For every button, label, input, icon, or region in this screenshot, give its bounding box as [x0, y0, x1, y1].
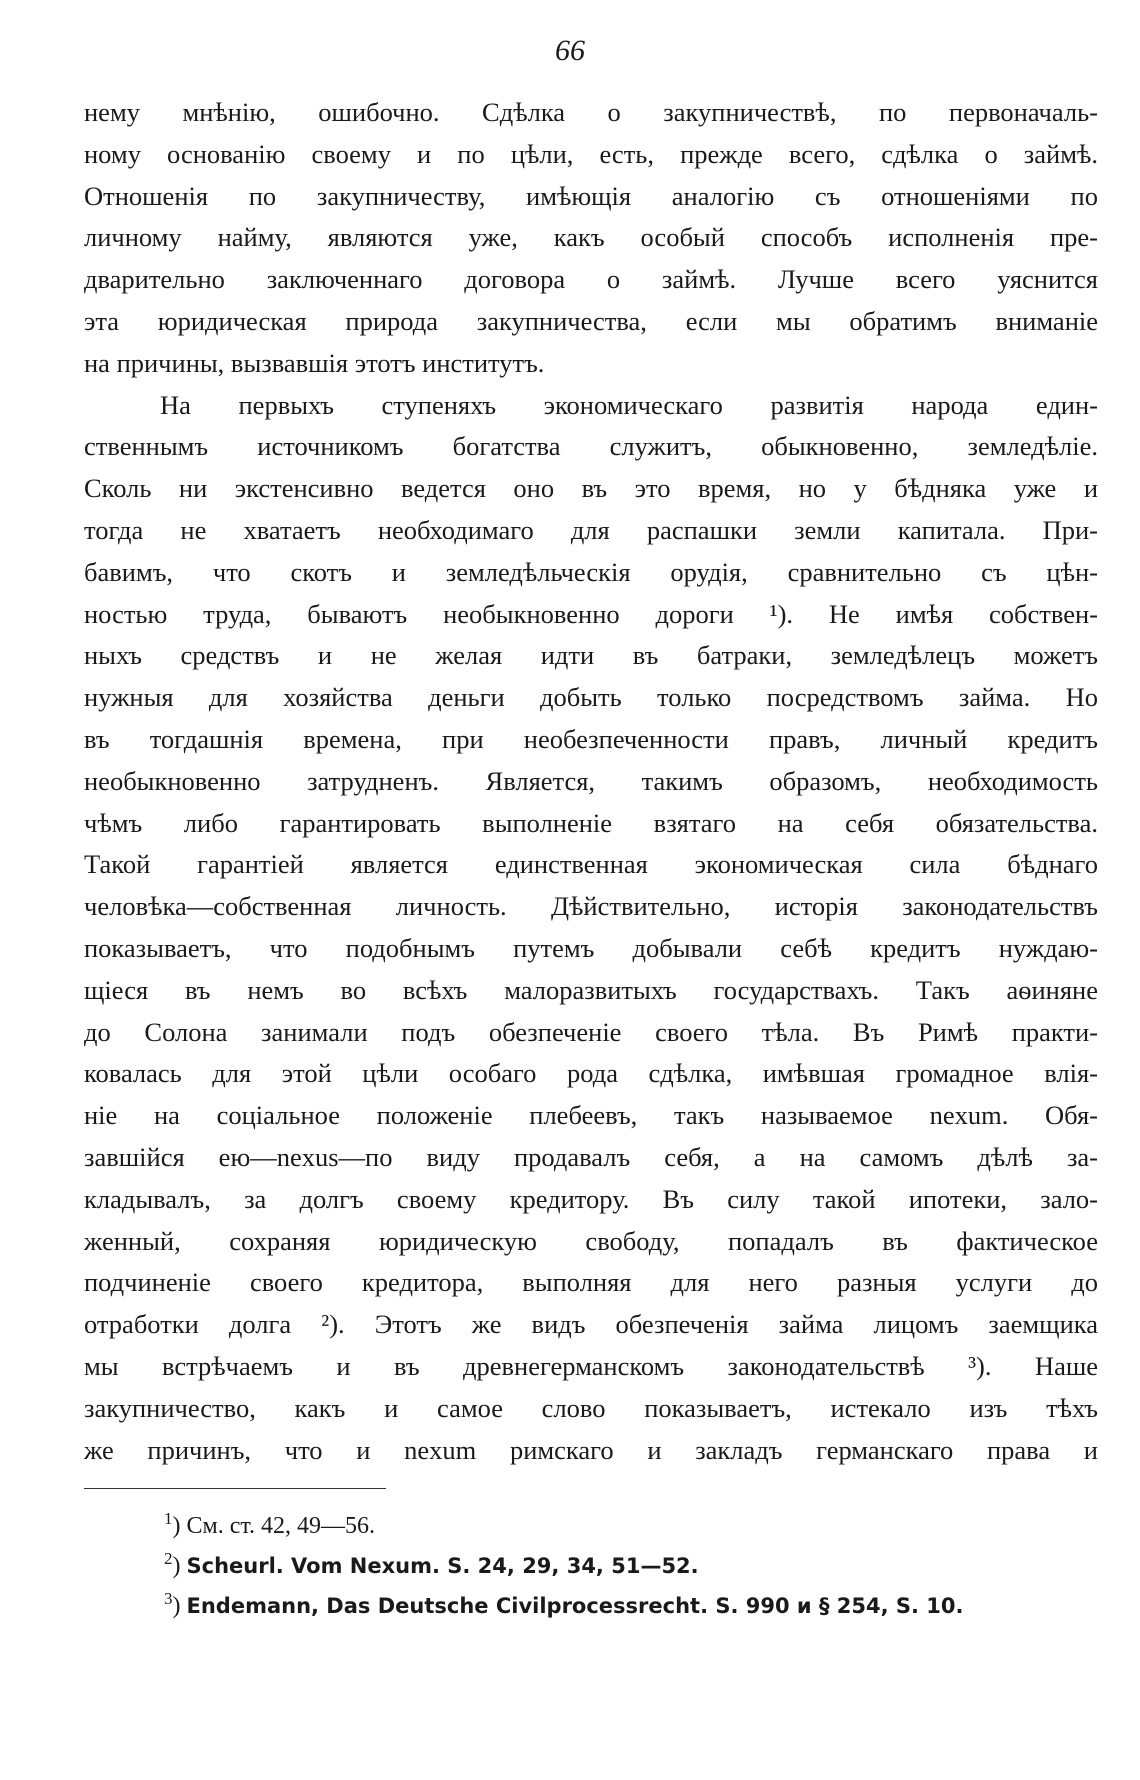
- body-line: дварительно заключеннаго договора о займѣ. Лучше всего уяснится: [84, 264, 1098, 295]
- body-line: щіеся въ немъ во всѣхъ малоразвитыхъ государствахъ. Такъ аѳиняне: [84, 974, 1098, 1005]
- footnote-text: См. ст. 42, 49—56.: [186, 1513, 376, 1539]
- body-line: ковалась для этой цѣли особаго рода сдѣлка, имѣвшая громадное влія-: [84, 1058, 1098, 1089]
- body-line: на причины, вызвавшія этотъ институтъ.: [84, 347, 545, 378]
- body-line: Сколь ни экстенсивно ведется оно въ это время, но у бѣдняка уже и: [84, 473, 1098, 504]
- footnote-divider: [84, 1488, 386, 1489]
- body-line: бавимъ, что скотъ и земледѣльческія орудія, сравнительно съ цѣн-: [84, 556, 1098, 587]
- body-line: нужныя для хозяйства деньги добыть только посредствомъ займа. Но: [84, 682, 1098, 713]
- footnotes: [164, 1506, 1064, 1626]
- body-line: чѣмъ либо гарантировать выполненіе взятаго на себя обязательства.: [84, 807, 1098, 838]
- footnote-item: [164, 1586, 1064, 1626]
- footnote-mark: 1: [164, 1509, 173, 1528]
- body-text: [84, 92, 1098, 1471]
- body-line: эта юридическая природа закупничества, если мы обратимъ вниманіе: [84, 305, 1098, 336]
- body-line: На первыхъ ступеняхъ экономическаго развитія народа един-: [160, 389, 1098, 420]
- footnote-mark: 3: [164, 1589, 173, 1608]
- body-line: Такой гарантіей является единственная экономическая сила бѣднаго: [84, 849, 1098, 880]
- footnote-paren: ): [172, 1513, 187, 1539]
- body-line: тогда не хватаетъ необходимаго для распашки земли капитала. При-: [84, 514, 1098, 545]
- body-line: подчиненіе своего кредитора, выполняя для него разныя услуги до: [84, 1267, 1098, 1298]
- body-line: завшійся ею—nexus—по виду продавалъ себя, а на самомъ дѣлѣ за-: [84, 1141, 1098, 1172]
- footnote-paren: ): [172, 1593, 187, 1619]
- page-number: 66: [555, 34, 585, 67]
- body-line: мы встрѣчаемъ и въ древнегерманскомъ законодательствѣ ³). Наше: [84, 1350, 1098, 1381]
- body-line: ностью труда, бываютъ необыкновенно дороги ¹). Не имѣя собствен-: [84, 598, 1098, 629]
- footnote-mark: 2: [164, 1549, 173, 1568]
- body-line: до Солона занимали подъ обезпеченіе своего тѣла. Въ Римѣ практи-: [84, 1016, 1098, 1047]
- body-line: нему мнѣнію, ошибочно. Сдѣлка о закупничествѣ, по первоначаль-: [84, 97, 1098, 127]
- body-line: закупничество, какъ и самое слово показываетъ, истекало изъ тѣхъ: [84, 1392, 1098, 1423]
- body-line: показываетъ, что подобнымъ путемъ добывали себѣ кредитъ нуждаю-: [84, 932, 1098, 963]
- body-line: необыкновенно затрудненъ. Является, такимъ образомъ, необходимость: [84, 765, 1098, 796]
- body-line: ніе на соціальное положеніе плебеевъ, такъ называемое nexum. Обя-: [84, 1100, 1098, 1131]
- footnote-item: [164, 1506, 1064, 1546]
- body-line: кладывалъ, за долгъ своему кредитору. Въ силу такой ипотеки, зало-: [84, 1183, 1098, 1214]
- body-line: человѣка—собственная личность. Дѣйствительно, исторія законодательствъ: [84, 891, 1098, 922]
- footnote-text: Endemann, Das Deutsche Civilprocessrecht. S. 990 и § 254, S. 10.: [186, 1594, 964, 1618]
- body-line: отработки долга ²). Этотъ же видъ обезпеченія займа лицомъ заемщика: [84, 1309, 1098, 1340]
- body-line: въ тогдашнія времена, при необезпеченности правъ, личный кредитъ: [84, 723, 1098, 754]
- footnote-text: Scheurl. Vom Nexum. S. 24, 29, 34, 51—52.: [186, 1554, 699, 1578]
- body-line: ныхъ средствъ и не желая идти въ батраки, земледѣлецъ можетъ: [84, 640, 1098, 671]
- body-line: Отношенія по закупничеству, имѣющія аналогію съ отношеніями по: [84, 180, 1098, 211]
- footnote-item: [164, 1546, 1064, 1586]
- body-line: личному найму, являются уже, какъ особый способъ исполненія пре-: [84, 222, 1098, 253]
- body-line: женный, сохраняя юридическую свободу, попадалъ въ фактическое: [84, 1225, 1098, 1256]
- footnote-paren: ): [172, 1553, 187, 1579]
- body-line: ственнымъ источникомъ богатства служитъ, обыкновенно, земледѣліе.: [84, 431, 1098, 462]
- body-line: же причинъ, что и nexum римскаго и закладъ германскаго права и: [84, 1434, 1098, 1465]
- body-line: ному основанію своему и по цѣли, есть, прежде всего, сдѣлка о займѣ.: [84, 138, 1098, 169]
